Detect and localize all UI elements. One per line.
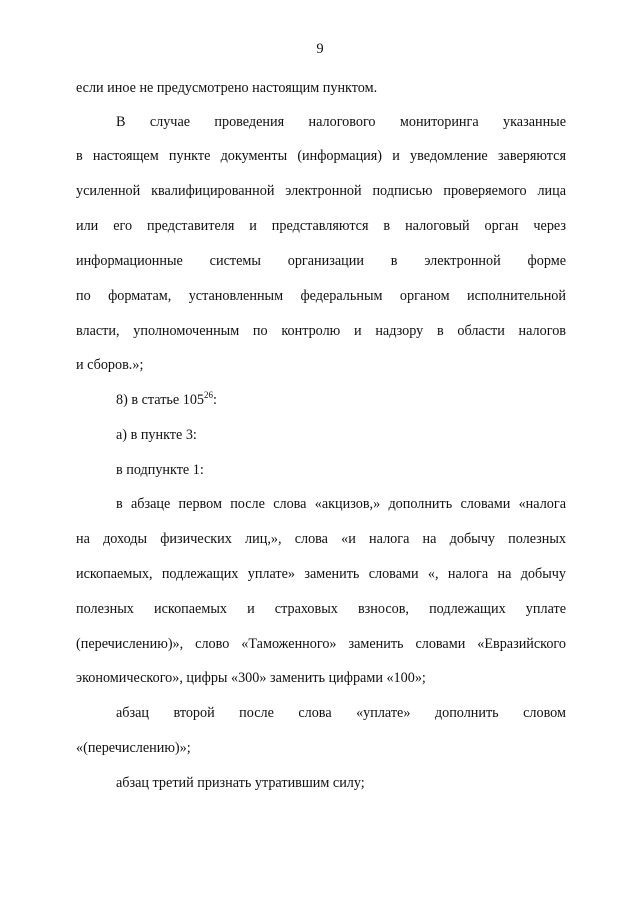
page-number: 9 [316, 41, 324, 57]
article-text: 8) в статье 105 [116, 392, 205, 408]
article-colon: : [213, 392, 217, 408]
text-line-19: абзац второй после слова «уплате» дополнить словом [116, 705, 566, 721]
text-line-13: в абзаце первом после слова «акцизов,» дополнить словами «налога [116, 496, 566, 512]
text-line-11: а) в пункте 3: [116, 427, 197, 443]
text-line-9: и сборов.»; [76, 357, 144, 373]
article-superscript: 26 [204, 390, 214, 400]
text-line-14: на доходы физических лиц,», слова «и налога на добычу полезных [76, 531, 566, 547]
text-line-3: в настоящем пункте документы (информация) и уведомление заверяются [76, 148, 566, 164]
text-line-1: если иное не предусмотрено настоящим пунктом. [76, 80, 378, 96]
text-line-21: абзац третий признать утратившим силу; [116, 775, 365, 791]
text-line-5: или его представителя и представляются в налоговый орган через [76, 218, 566, 234]
text-line-18: экономического», цифры «300» заменить цифрами «100»; [76, 670, 426, 686]
text-line-2: В случае проведения налогового мониторинга указанные [116, 114, 566, 130]
text-line-16: полезных ископаемых и страховых взносов, подлежащих уплате [76, 601, 566, 617]
text-line-8: власти, уполномоченным по контролю и надзору в области налогов [76, 323, 566, 339]
text-line-17: (перечислению)», слово «Таможенного» заменить словами «Евразийского [76, 636, 566, 652]
text-line-4: усиленной квалифицированной электронной подписью проверяемого лица [76, 183, 566, 199]
text-line-12: в подпункте 1: [116, 462, 204, 478]
text-line-15: ископаемых, подлежащих уплате» заменить словами «, налога на добычу [76, 566, 566, 582]
text-line-20: «(перечислению)»; [76, 740, 191, 756]
text-line-7: по форматам, установленным федеральным органом исполнительной [76, 288, 566, 304]
article-line [116, 391, 217, 409]
text-line-6: информационные системы организации в электронной форме [76, 253, 566, 269]
